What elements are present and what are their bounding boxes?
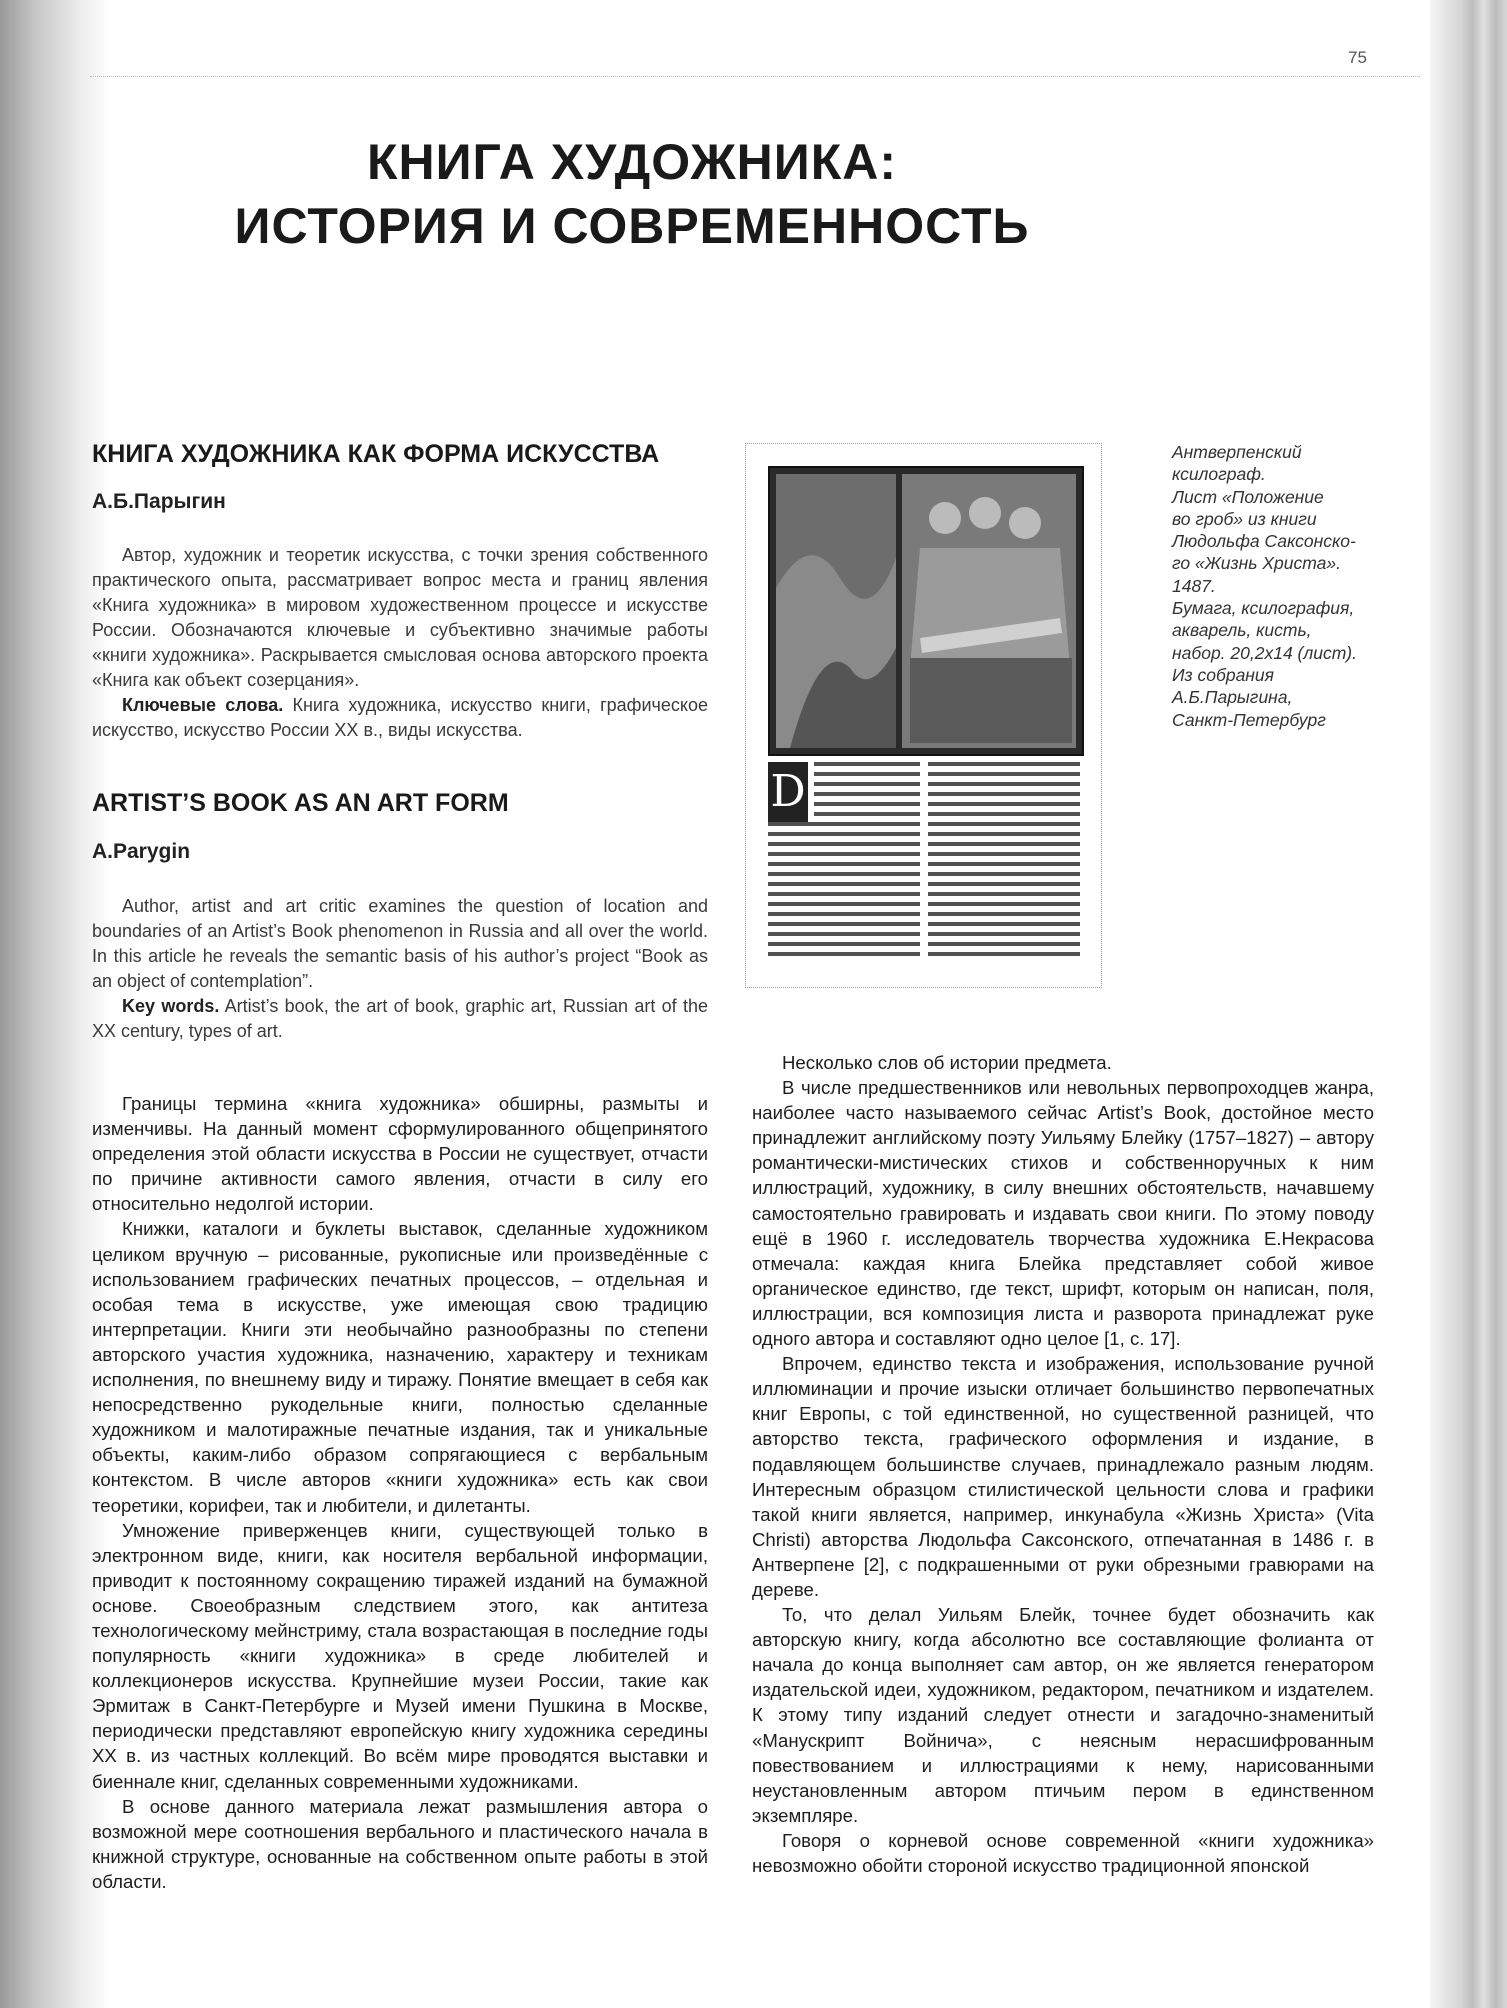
abstract-ru-text: Автор, художник и теоретик искусства, с точки зрения собственного практического опыта, рассматривает вопрос места и границ явления «Книга художника» в мировом художественном процессе и искусстве России. Обозначаются ключевые и субъективно значимые работы «книги художника». Раскрывается смысловая основа авторского проекта «Книга как объект созерцания». [92, 545, 708, 690]
caption-line: го «Жизнь Христа». [1172, 553, 1341, 574]
paragraph: Несколько слов об истории предмета. [782, 1052, 1112, 1073]
paragraph: В основе данного материала лежат размышления автора о возможной мере соотношения вербального и пластического начала в книжной структуре, основанные на собственном опыте работы в этой области. [92, 1795, 708, 1892]
article-title [0, 130, 1362, 258]
paragraph: Книжки, каталоги и буклеты выставок, сделанные художником целиком вручную – рисованные, рукописные или произведённые с использованием графических печатных процессов, – отдельная и особая тема в искусстве, уже имеющая свою традицию интерпретации. Книги эти необычайно разнообразны по степени авторского участия художника, назначению, характеру и техникам исполнения, по внешнему виду и тиражу. Понятие вмещает в себя как непосредственно рукодельные книги, полностью сделанные художником и малотиражные печатные издания, так и уникальные объекты, каким-либо образом сопрягающиеся с вербальным контекстом. В числе авторов «книги художника» есть как свои теоретики, корифеи, так и любители, и дилетанты. [92, 1218, 708, 1516]
page-number: 75 [1348, 48, 1367, 67]
title-line-2: ИСТОРИЯ И СОВРЕМЕННОСТЬ [234, 198, 1030, 254]
keywords-ru-text: Книга художника, искусство книги, графическое искусство, искусство России XX в., виды искусства. [92, 695, 709, 740]
paragraph: В числе предшественников или невольных первопроходцев жанра, наиболее часто называемого сейчас Artist’s Book, достойное место принадлежит английскому поэту Уильяму Блейку (1757–1827) – автору романтически-мистических стихов и собственноручных к ним иллюстраций, художнику, в силу внешних обстоятельств, начавшему самостоятельно гравировать и издавать свои книги. По этому поводу ещё в 1960 г. исследователь творчества художника Е.Некрасова отмечала: каждая книга Блейка представляет собой живое органическое единство, где текст, шрифт, которым он написан, поля, иллюстрации, вся композиция листа и разворота принадлежат руке одного автора и составляют одно целое [1, с. 17]. [752, 1077, 1374, 1350]
drop-cap: D [768, 762, 808, 822]
author-ru: А.Б.Парыгин [92, 490, 226, 513]
paragraph: Впрочем, единство текста и изображения, использование ручной иллюминации и прочие изыски отличает большинство первопечатных книг Европы, с той единственной, но существенной разницей, что авторство текста, графического оформления и издание, в подавляющем большинстве случаев, принадлежало разным людям. Интересным образцом стилистической цельности слова и графики такой книги является, например, инкунабула «Жизнь Христа» (Vita Christi) авторства Людольфа Саксонского, отпечатанная в 1486 г. в Антверпене [2], с подкрашенными от руки обрезными гравюрами на дереве. [752, 1353, 1374, 1600]
gothic-text-block [768, 762, 1080, 970]
abstract-en [92, 894, 708, 1044]
keywords-en-label: Key words. [122, 996, 220, 1016]
gothic-column-right [928, 762, 1080, 970]
abstract-en-text: Author, artist and art critic examines the question of location and boundaries of an Artist’s Book phenomenon in Russia and all over the world. In this article he reveals the semantic basis of his author’s project “Book as an object of contemplation”. [92, 896, 708, 991]
caption-line: Антверпенский [1172, 442, 1302, 462]
caption-line: Бумага, ксилография, [1172, 598, 1355, 619]
caption-line: Людольфа Саксонско- [1172, 531, 1356, 552]
caption-line: Из собрания [1172, 664, 1275, 685]
body-column-left [92, 1091, 708, 1894]
caption-line: 1487. [1172, 575, 1216, 596]
author-en: A.Parygin [92, 840, 191, 863]
section-heading-en: ARTIST’S BOOK AS AN ART FORM [92, 789, 509, 817]
paragraph: Границы термина «книга художника» обширны, размыты и изменчивы. На данный момент сформулированного общепринятого определения этой области искусства в России не существует, отчасти по причине активности самого явления, отчасти в силу его относительно недолгой истории. [92, 1093, 708, 1215]
caption-line: набор. 20,2х14 (лист). [1172, 642, 1357, 663]
caption-line: Санкт-Петербург [1172, 709, 1326, 730]
keywords-ru-label: Ключевые слова. [122, 695, 284, 715]
caption-line: ксилограф. [1172, 464, 1266, 485]
woodcut-illustration [768, 466, 1084, 756]
caption-line: Лист «Положение [1172, 486, 1324, 507]
paragraph: То, что делал Уильям Блейк, точнее будет обозначить как авторскую книгу, когда абсолютно все составляющие фолианта от начала до конца выполняет сам автор, он же является генератором издательской идеи, художником, редактором, печатником и издателем. К этому типу изданий следует отнести и загадочно-знаменитый «Манускрипт Войнича», с неясным нерасшифрованным повествованием и иллюстрациями к нему, нарисованными неустановленным автором птичьим пером в единственном экземпляре. [752, 1604, 1374, 1826]
caption-line: А.Б.Парыгина, [1172, 687, 1293, 708]
caption-line: во гроб» из книги [1172, 508, 1317, 529]
gothic-column-left [768, 762, 920, 970]
section-heading-ru: КНИГА ХУДОЖНИКА КАК ФОРМА ИСКУССТВА [92, 440, 660, 468]
woodcut-figure [745, 443, 1102, 988]
keywords-ru [92, 693, 708, 743]
header-rule [90, 76, 1420, 77]
abstract-ru [92, 543, 708, 743]
keywords-en-text: Artist’s book, the art of book, graphic art, Russian art of the XX century, types of art. [92, 996, 709, 1041]
caption-line: акварель, кисть, [1172, 620, 1312, 641]
paragraph: Говоря о корневой основе современной «книги художника» невозможно обойти стороной искусство традиционной японской [752, 1829, 1374, 1876]
keywords-en [92, 994, 708, 1044]
page-edge-shadow [1430, 0, 1507, 2008]
paragraph: Умножение приверженцев книги, существующей только в электронном виде, книги, как носителя вербальной информации, приводит к постоянному сокращению тиражей изданий на бумажной основе. Своеобразным следствием этого, как антитеза технологическому мейнстриму, стала возрастающая в последние годы популярность «книги художника» в среде любителей и коллекционеров искусства. Крупнейшие музеи России, такие как Эрмитаж в Санкт-Петербурге и Музей имени Пушкина в Москве, периодически представляют европейскую книгу художника середины XX в. из частных коллекций. Во всём мире проводятся выставки и биеннале книг, сделанных современными художниками. [92, 1519, 708, 1792]
figure-caption [1172, 441, 1392, 731]
body-column-right [752, 1050, 1374, 1878]
title-line-1: КНИГА ХУДОЖНИКА: [366, 134, 898, 190]
